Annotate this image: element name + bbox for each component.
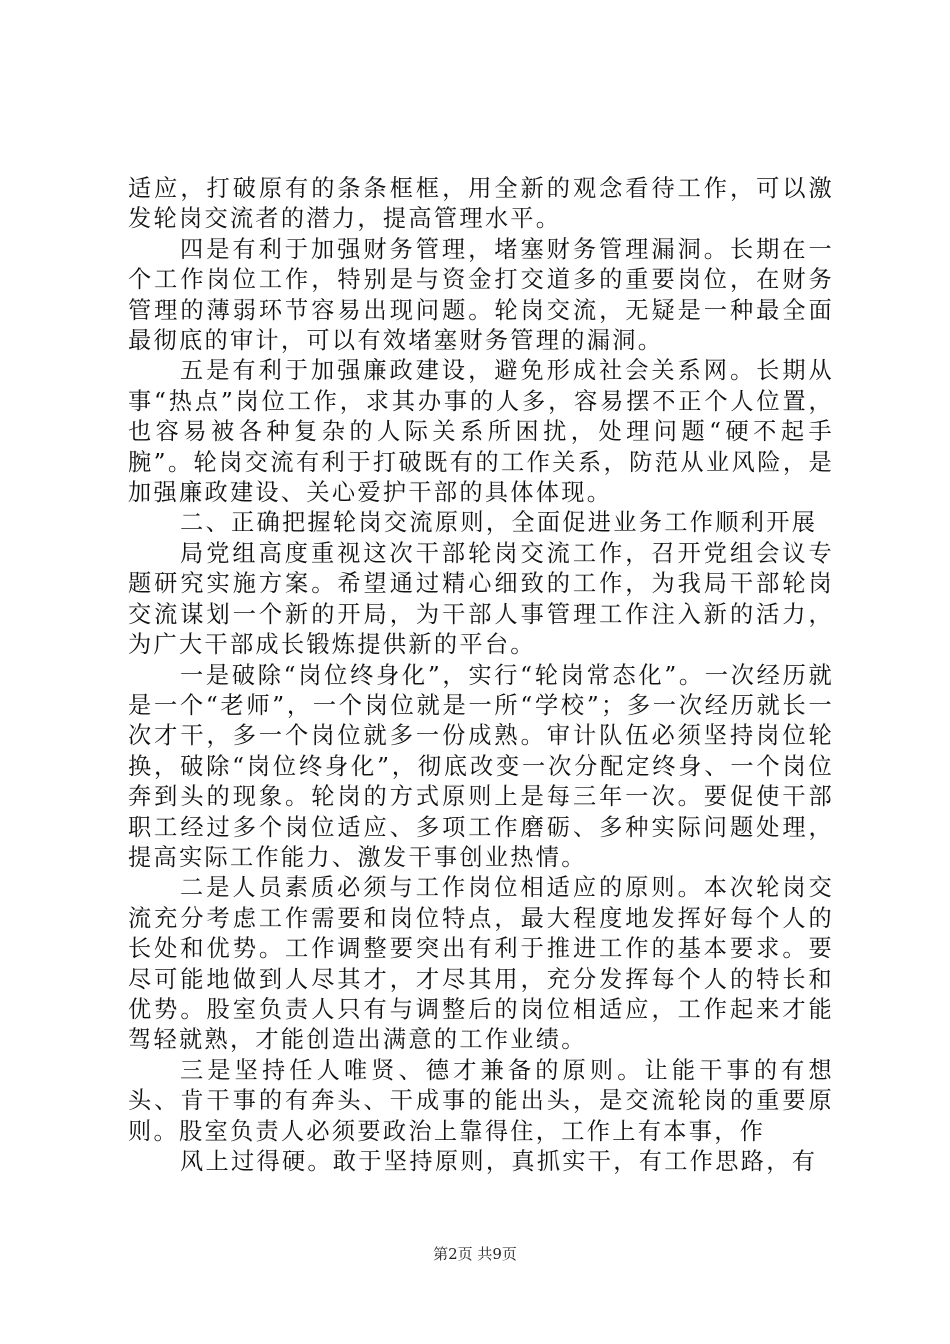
paragraph-5: 一是破除“岗位终身化”，实行“轮岗常态化”。一次经历就是一个“老师”，一个岗位就是一所“学校”；多一次经历就长一次才干，多一个岗位就多一份成熟。审计队伍必须坚持岗位轮换，破除“岗位终身化”，彻底改变一次分配定终身、一个岗位奔到头的现象。轮岗的方式原则上是每三年一次。要促使干部职工经过多个岗位适应、多项工作磨砺、多种实际问题处理，提高实际工作能力、激发干事创业热情。 [128, 661, 834, 871]
document-body [128, 174, 834, 1177]
paragraph-4: 局党组高度重视这次干部轮岗交流工作，召开党组会议专题研究实施方案。希望通过精心细致的工作，为我局干部轮岗交流谋划一个新的开局，为干部人事管理工作注入新的活力，为广大干部成长锻炼提供新的平台。 [128, 539, 834, 659]
paragraph-8: 风上过得硬。敢于坚持原则，真抓实干，有工作思路，有 [180, 1148, 818, 1175]
paragraph-7: 三是坚持任人唯贤、德才兼备的原则。让能干事的有想头、肯干事的有奔头、干成事的能出头，是交流轮岗的重要原则。股室负责人必须要政治上靠得住，工作上有本事，作 [128, 1056, 834, 1145]
paragraph-2: 四是有利于加强财务管理，堵塞财务管理漏洞。长期在一个工作岗位工作，特别是与资金打交道多的重要岗位，在财务管理的薄弱环节容易出现问题。轮岗交流，无疑是一种最全面最彻底的审计，可以有效堵塞财务管理的漏洞。 [128, 235, 834, 355]
paragraph-3: 五是有利于加强廉政建设，避免形成社会关系网。长期从事“热点”岗位工作，求其办事的人多，容易摆不正个人位置，也容易被各种复杂的人际关系所困扰，处理问题“硬不起手腕”。轮岗交流有利于打破既有的工作关系，防范从业风险，是加强廉政建设、关心爱护干部的具体体现。 [128, 357, 834, 507]
paragraph-6: 二是人员素质必须与工作岗位相适应的原则。本次轮岗交流充分考虑工作需要和岗位特点，最大程度地发挥好每个人的长处和优势。工作调整要突出有利于推进工作的基本要求。要尽可能地做到人尽其才，才尽其用，充分发挥每个人的特长和优势。股室负责人只有与调整后的岗位相适应，工作起来才能驾轻就熟，才能创造出满意的工作业绩。 [128, 874, 834, 1054]
paragraph-1: 适应，打破原有的条条框框，用全新的观念看待工作，可以激发轮岗交流者的潜力，提高管理水平。 [128, 175, 834, 233]
page-footer: 第2页 共9页 [433, 1245, 517, 1263]
section-heading: 二、正确把握轮岗交流原则，全面促进业务工作顺利开展 [180, 509, 818, 537]
